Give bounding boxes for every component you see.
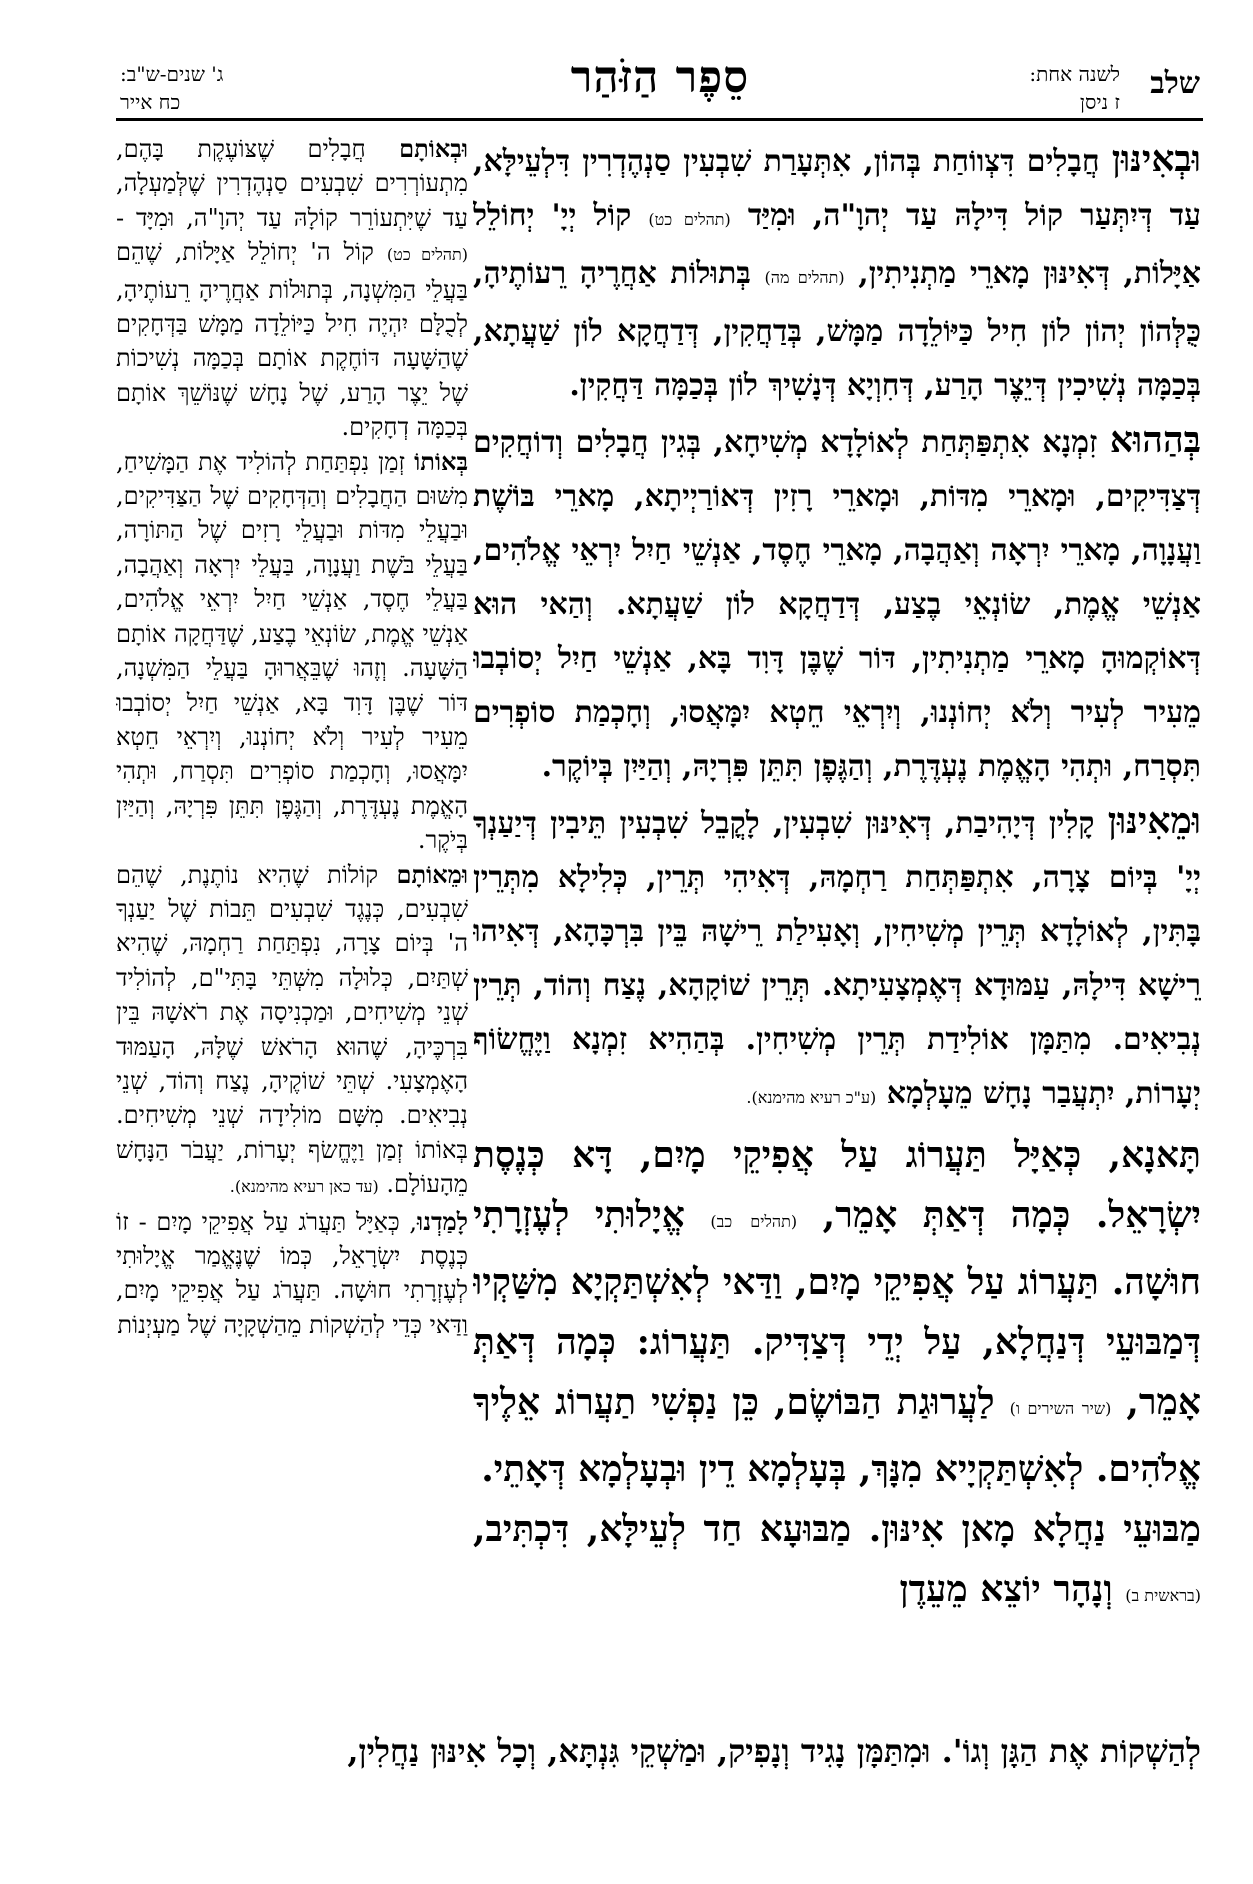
source-reference: (בראשית ב) xyxy=(1125,1586,1201,1605)
aramaic-column xyxy=(473,132,1201,1822)
header-divider xyxy=(116,118,1203,121)
paragraph-lead-word: וּמֵאוֹתָם xyxy=(396,859,468,889)
paragraph-text: מַבּוּעֵי נַחֲלָא מָאן אִינּוּן. מַבּוּעָא חַד לְעֵילָּא, דִּכְתִּיב, xyxy=(473,1508,1201,1550)
side-paragraph-1 xyxy=(116,132,468,445)
page-title: סֵפֶר הַזֹּהַר xyxy=(570,52,750,103)
paragraph-lead-word: לָמַדְנוּ xyxy=(417,1206,468,1236)
source-reference: (תהלים כב) xyxy=(710,1212,798,1231)
source-reference: (שיר השירים ו) xyxy=(1009,1399,1112,1418)
paragraph-text: זְמַן נִפְתַּחַת לְהוֹלִיד אֶת הַמָּשִׁיחַ, מִשּׁוּם הַחֲבָלִים וְהַדְּחָקִים שֶׁל הַצַּדִּיקִים, וּבַעֲלֵי מִדּוֹת וּבַעֲלֵי רָזִים שֶׁל הַתּוֹרָה, בַּעֲלֵי בֹּשֶׁת וַעֲנָוָה, בַּעֲלֵי יִרְאָה וְאַהֲבָה, בַּעֲלֵי חֶסֶד, אַנְשֵׁי חַיִל יִרְאֵי אֱלֹהִים, אַנְשֵׁי אֱמֶת, שׂוֹנְאֵי בֶצַע, שֶׁדַּחֲקָה אוֹתָם הַשָּׁעָה. וְזֶהוּ שֶׁבֵּאֲרוּהָ בַּעֲלֵי הַמִּשְׁנָה, דּוֹר שֶׁבֶּן דָּוִד בָּא, אַנְשֵׁי חַיִל יְסוֹבְבוּ מֵעִיר לְעִיר וְלֹא יְחוֹנְנוּ, וְיִרְאֵי חֵטְא יִמָּאֲסוּ, וְחָכְמַת סוֹפְרִים תִּסְרַח, וּתְהִי הָאֱמֶת נֶעְדֶּרֶת, וְהַגֶּפֶן תִּתֵּן פִּרְיָהּ, וְהַיַּיִן בְּיֹקֶר. xyxy=(116,447,468,855)
main-paragraph-4 xyxy=(473,1125,1201,1499)
daily-reading-left xyxy=(120,60,223,116)
paragraph-text: קוֹל יְיָ' יְחוֹלֵל אַיָּלוֹת, דְּאִינּוּן מָארֵי מַתְנִיתִין, xyxy=(473,198,1201,291)
side-paragraph-4 xyxy=(116,1205,468,1343)
page-number: שלב xyxy=(1150,66,1200,101)
paragraph-text: חֲבָלִים דִּצְווֹחַת בְּהוֹן, אִתְּעָרַת שִׁבְעִין סַנְהֶדְרִין דִּלְעֵילָּא, עַד דְּיִתְּעַר קוֹל דִּילָהּ עַד יְהוָ"ה, וּמִיַּד xyxy=(473,144,1201,233)
source-reference: (עד כאן רעיא מהימנא). xyxy=(229,1177,379,1197)
main-paragraph-1 xyxy=(473,132,1201,413)
source-reference: (תהלים כט) xyxy=(386,245,468,265)
paragraph-lead-word: בְּאוֹתוֹ xyxy=(414,446,468,476)
paragraph-lead-word: וּמֵאִינּוּן xyxy=(1107,800,1201,842)
main-paragraph-2 xyxy=(473,413,1201,794)
hebrew-translation-column xyxy=(116,132,468,1772)
reading-one-year-date: ז ניסן xyxy=(1079,90,1120,114)
paragraph-text: אֱיָלוּתִי לְעֶזְרָתִי חוּשָׁה. תַּעֲרוֹג עַל אֲפִיקֵי מָיִם, וַדַּאי לְאִשְׁתַּקְיָא מִשַּׁקְיוּ דְּמַבּוּעֵי דְּנַחֲלָא, עַל יְדֵי דְּצַדִּיק. תַּעֲרוֹג: כְּמָה דְּאַתְּ אָמֵר, xyxy=(473,1194,1201,1423)
paragraph-text: קוֹל ה' יְחוֹלֵל אַיָּלוֹת, שֶׁהֵם בַּעֲלֵי הַמִּשְׁנָה, בְּתוּלוֹת אַחֲרֶיהָ רֵעוֹתֶיהָ, לְכֻלָּם יִהְיֶה חִיל כַּיּוֹלֵדָה מַמָּשׁ בַּדְּחָקִים שֶׁהַשָּׁעָה דּוֹחֶקֶת אוֹתָם בְּכַמָּה נְשִׁיכוֹת שֶׁל יֵצֶר הָרַע, שֶׁל נָחָשׁ שֶׁנּוֹשֵׁךְ אוֹתָם בְּכַמָּה דְחָקִים. xyxy=(116,238,468,442)
paragraph-text: , כְּאַיָּל תַּעֲרֹג עַל אֲפִיקֵי מָיִם - זוֹ כְּנֶסֶת יִשְׂרָאֵל, כְּמוֹ שֶׁנֶּאֱמַר אֱיָלוּתִי לְעֶזְרָתִי חוּשָׁה. תַּעֲרֹג עַל אֲפִיקֵי מָיִם, וַדַּאי כְּדֵי לְהַשְׁקוֹת מֵהַשְׁקָיָה שֶׁל מַעְיְנוֹת xyxy=(116,1207,468,1339)
side-paragraph-2 xyxy=(116,445,468,858)
main-paragraph-5 xyxy=(473,1499,1201,1626)
reading-one-year-label: לשנה אחת: xyxy=(1029,62,1120,86)
paragraph-lead-word: וּבְאוֹתָם xyxy=(399,134,468,163)
paragraph-lead-word: וּבְאִינּוּן xyxy=(1111,138,1201,180)
source-reference: (ע"כ רעיא מהימנא). xyxy=(746,1088,877,1107)
paragraph-text: זִמְנָא אִתְפַּתְּחַת לְאוֹלָדָא מְשִׁיחָא, בְּגִין חֲבָלִים וְדוֹחֲקִים דְּצַדִּיקִים, וּמָארֵי מִדּוֹת, וּמָארֵי רָזִין דְּאוֹרַיְיתָא, מָארֵי בּוֹשֶׁת וַעֲנָוָה, מָארֵי יִרְאָה וְאַהֲבָה, מָארֵי חֶסֶד, אַנְשֵׁי חַיִל יִרְאֵי אֱלֹהִים, אַנְשֵׁי אֱמֶת, שׂוֹנְאֵי בֶצַע, דְּדַחֲקָא לוֹן שַׁעֲתָא. וְהַאי הוּא דְּאוֹקְמוּהָ מָארֵי מַתְנִיתִין, דּוֹר שֶׁבֶּן דָּוִד בָּא, אַנְשֵׁי חַיִל יְסוֹבְבוּ מֵעִיר לְעִיר וְלֹא יְחוֹנְנוּ, וְיִרְאֵי חֵטְא יִמָּאֲסוּ, וְחָכְמַת סוֹפְרִים תִּסְרַח, וּתְהִי הָאֱמֶת נֶעְדֶּרֶת, וְהַגֶּפֶן תִּתֵּן פִּרְיָהּ, וְהַיַּיִן בְּיוֹקֶר. xyxy=(473,425,1201,784)
side-paragraph-3 xyxy=(116,858,468,1205)
main-paragraph-3 xyxy=(473,794,1201,1125)
paragraph-text: בְּתוּלוֹת אַחֲרֶיהָ רֵעוֹתֶיהָ, כֻּלְּהוֹן יְהוֹן לוֹן חִיל כַּיּוֹלֵדָה מַמָּשׁ, בְּדַחֲקִין, דְּדַחֲקָא לוֹן שַׁעֲתָא, בְּכַמָּה נְשִׁיכִין דְּיֵצֶר הָרַע, דְּחִוְיָא דְּנָשִׁיךְ לוֹן בְּכַמָּה דַּחֲקִין. xyxy=(473,256,1201,403)
source-reference: (תהלים כט) xyxy=(648,210,731,229)
paragraph-lead-word: בְּהַהוּא xyxy=(1109,419,1201,461)
full-width-bottom-line: לְהַשְׁקוֹת אֶת הַגָּן וְגוֹ'. וּמִתַּמָּן נָגִיד וְנָפִיק, וּמַשְׁקֵי גִּנְתָּא, וְכָל אִינּוּן נַחֲלִין, xyxy=(347,1732,1201,1770)
reading-three-years-label: ג' שנים-ש"ב: xyxy=(120,62,224,86)
paragraph-text: לַעֲרוּגַת הַבּוֹשֶׂם, כֵּן נַפְשִׁי תַעֲרוֹג אֵלֶיךָ אֱלֹהִים. לְאִשְׁתַּקְיָיא מִנָּךְ, בְּעָלְמָא דֵין וּבְעָלְמָא דְּאָתֵי. xyxy=(473,1381,1201,1490)
source-reference: (תהלים מה) xyxy=(764,268,845,287)
paragraph-text: קָלִין דְּיָהִיבַת, דְּאִינּוּן שִׁבְעִין, לָקֳבֵל שִׁבְעִין תֵּיבִין דְּיַעַנְךָ יְיָ' בְּיוֹם צָרָה, אִתְפַּתְּחַת רַחְמָהּ, דְּאִיהִי תְּרֵין, כְּלִילָא מִתְּרֵין בָּתִּין, לְאוֹלָדָא תְּרֵין מְשִׁיחִין, וְאָעִילַת רֵישָׁהּ בֵּין בִּרְכָּהָא, דְּאִיהוּ רֵישָׁא דִּילָהּ, עַמּוּדָא דְּאֶמְצָעִיתָא. תְּרֵין שׁוֹקָהָא, נֶצַח וְהוֹד, תְּרֵין נְבִיאִים. מִתַּמָּן אוֹלִידַת תְּרֵין מְשִׁיחִין. בְּהַהִיא זִמְנָא וַיֶּחֱשׂוֹף יְעָרוֹת, יִתְעֲבַר נָחָשׁ מֵעָלְמָא xyxy=(473,806,1201,1111)
paragraph-text: קוֹלוֹת שֶׁהִיא נוֹתֶנֶת, שֶׁהֵם שִׁבְעִים, כְּנֶגֶד שִׁבְעִים תֵּבוֹת שֶׁל יַעַנְךָ ה' בְּיוֹם צָרָה, נִפְתַּחַת רַחְמָהּ, שֶׁהִיא שְׁתַּיִם, כְּלוּלָה מִשְּׁתֵּי בָּתִּי"ם, לְהוֹלִיד שְׁנֵי מְשִׁיחִים, וּמַכְנִיסָה אֶת רֹאשָׁהּ בֵּין בִּרְכֶּיהָ, שֶׁהוּא הָרֹאשׁ שֶׁלָּהּ, הָעַמּוּד הָאֶמְצָעִי. שְׁתֵּי שׁוֹקֶיהָ, נֶצַח וְהוֹד, שְׁנֵי נְבִיאִים. מִשָּׁם מוֹלִידָה שְׁנֵי מְשִׁיחִים. בְּאוֹתוֹ זְמַן וַיֶּחֱשׂף יְעָרוֹת, יַעֲבֹר הַנָּחָשׁ מֵהָעוֹלָם. xyxy=(116,860,468,1199)
page-header xyxy=(120,50,1200,120)
paragraph-text: וְנָהָר יוֹצֵא מֵעֵדֶן xyxy=(899,1568,1113,1610)
paragraph-text: תָּאנָא, כְּאַיָּל תַּעֲרוֹג עַל אֲפִיקֵי מָיִם, דָּא כְּנֶסֶת יִשְׂרָאֵל. כְּמָה דְּאַתְּ אָמֵר, xyxy=(473,1134,1201,1236)
paragraph-text: חֲבָלִים שֶׁצּוֹעֶקֶת בָּהֶם, מִתְעוֹרְרִים שִׁבְעִים סַנְהֶדְרִין שֶׁלְּמַעְלָה, עַד שֶׁיִּתְעוֹרֵר קוֹלָהּ עַד יְהוָ"ה, וּמִיָּד - xyxy=(116,135,468,232)
reading-three-years-date: כח אייר xyxy=(120,90,181,114)
